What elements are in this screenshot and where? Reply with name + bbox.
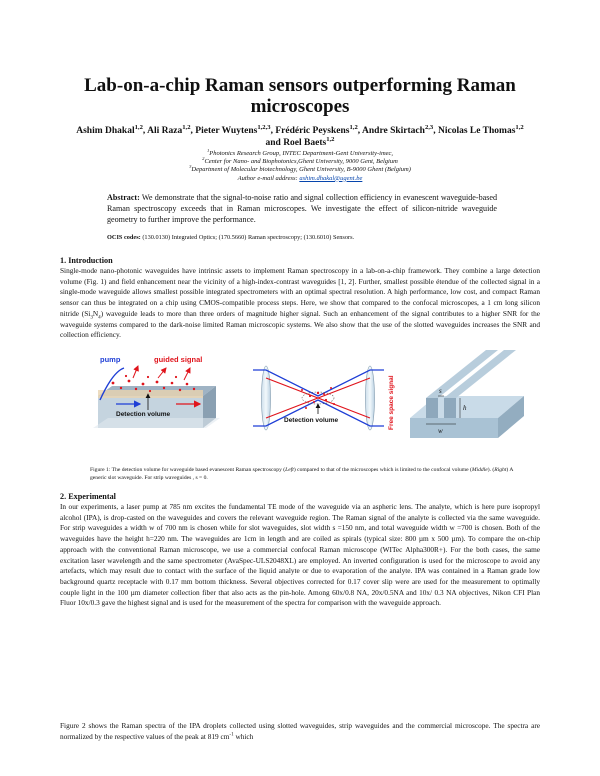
slot-width-label: s bbox=[439, 387, 442, 395]
author-affiliation-mark: 1,2,3 bbox=[257, 123, 271, 131]
slot-waveguide-panel bbox=[410, 350, 524, 438]
waveguide-panel bbox=[93, 355, 220, 428]
height-label: h bbox=[463, 404, 467, 412]
email-link[interactable]: ashim.dhakal@ugent.be bbox=[299, 174, 363, 182]
affiliation-line: $^1$Photonics Research Group, INTEC Department-Gent University-imec, bbox=[206, 147, 394, 157]
abstract-text: We demonstrate that the signal-to-noise ratio and signal collection efficiency in evanescent waveguide-based Raman spectroscopy exceeds that in Raman microscopes. We investigate the effect of silicon-nitride waveguide geometry to further improve the performance. bbox=[107, 193, 497, 224]
ocis-text: (130.0130) Integrated Optics; (170.5660) Raman spectroscopy; (130.6010) Sensors. bbox=[140, 234, 355, 241]
affiliation-line: $^3$Department of Molecular biotechnology, Ghent University, B-9000 Ghent (Belgium) bbox=[189, 164, 411, 174]
author-affiliation-mark: 1,2 bbox=[326, 135, 335, 143]
ocis-label: OCIS codes: bbox=[107, 234, 141, 241]
abstract-label: Abstract: bbox=[107, 193, 140, 202]
affiliation-line: $^2$Center for Nano- and Biophotonics,Ghent University, 9000 Gent, Belgium bbox=[202, 156, 398, 166]
affiliations bbox=[70, 147, 530, 183]
detection-volume-label-middle: Detection volume bbox=[284, 417, 339, 424]
guided-signal-label: guided signal bbox=[154, 355, 203, 364]
pump-label: pump bbox=[100, 355, 121, 364]
author-affiliation-mark: 1,2 bbox=[134, 123, 143, 131]
email-line bbox=[70, 175, 530, 183]
author-affiliation-mark: 1,2 bbox=[349, 123, 358, 131]
width-label: w bbox=[438, 427, 443, 435]
author-name: Ali Raza bbox=[147, 126, 183, 136]
author-name: Roel Baets bbox=[283, 138, 327, 148]
author-list: Ashim Dhakal$^{1,2}$, Ali Raza$^{1,2}$, Pieter Wuytens$^{1,2,3}$, Frédéric Peyskens$^{1,2}$, Andre Skirtach$^{2,3}$, Nicolas Le Thomas$^{1,2}$ and Roel Baets$^{1,2}$ bbox=[76, 123, 524, 148]
free-space-signal-label: Free space signal bbox=[388, 375, 395, 430]
author-name: Andre Skirtach bbox=[362, 126, 425, 136]
author-name: Nicolas Le Thomas bbox=[438, 126, 516, 136]
section-heading-experimental: 2. Experimental bbox=[60, 492, 116, 501]
abstract bbox=[107, 192, 497, 225]
section-heading-introduction: 1. Introduction bbox=[60, 256, 113, 265]
experimental-paragraph-1: In our experiments, a laser pump at 785 nm excites the fundamental TE mode of the waveguide via an aspheric lens. The analyte, which is here pure isopropyl alcohol (IPA), is drop-casted on the waveguides and covers the relevant waveguide region. The Raman signal of the analyte is collected via the same waveguide. For strip waveguides a width w of 700 nm is chosen while for slot waveguides, slot width s =150 nm, and total waveguide width w =700 is chosen. Both of the waveguides have the height h=220 nm. The waveguides are 1cm in length and are coiled as spirals (typical size: 800 µm x 500 µm). To compare the on-chip approach with the conventional Raman microscope, we use a commercial confocal Raman microscope (WITec Alpha300R+). For the both cases, the same excitation laser wavelength and the same spectrometer (AvaSpec-ULS2048XL) are employed. An inverted configuration is used for the microscope to avoid any artefacts, which may result due to contact with the surface of the liquid analyte or due to evaporation of the analyte. IPA was contained in a Raman grade low background quartz receptacle with 0.17 mm bottom thickness. Several objectives corrected for 0.17 cover slip were are used for the measurement to optimally couple light in the 100 µm diameter collection fiber that also acts as the pin-hole. Among 60x/0.8 NA, 20x/0.5NA and 10x/ 0.3 NA objectives, Nikon CFI Plan Fluor 10x/0.3 gave the highest signal and is used for the measurement of the spectra for comparison with the waveguide approach. bbox=[60, 502, 540, 608]
figure-1 bbox=[88, 348, 528, 456]
ocis-codes bbox=[107, 233, 497, 242]
author-affiliation-mark: 2,3 bbox=[424, 123, 434, 131]
paper-title: Lab-on-a-chip Raman sensors outperforming Raman microscopes bbox=[84, 75, 516, 117]
introduction-paragraph: Single-mode nano-photonic waveguides have intrinsic assets to implement Raman spectroscopy in a lab-on-a-chip framework. They combine a large detection volume (Fig. 1) and field enhancement near the vicinity of a high-index-contrast waveguides [1, 2]. Further, smallest possible étendue of the collected signal in a single-mode waveguide allows smallest possible integrated spectrometers with an optimal spectral resolution. A high performance, low cost, and compact Raman sensor can thus be integrated on a chip using CMOS-compatible process steps. Here, we show that compared to the confocal microscopes, a 1 cm long silicon nitride $(Si_3N_4)$ waveguide leads to more than three orders of magnitude higher signal. Such an enhancement of the signal contributes to a higher SNR for the waveguide systems compared to the dark-noise limited Raman microscopic systems. We also show that the use of the slotted waveguides increases the SNR and collection efficiency. bbox=[60, 266, 540, 340]
experimental-paragraph-2: Figure 2 shows the Raman spectra of the IPA droplets collected using slotted waveguides, strip waveguides and the commercial microscope. The spectra are normalized by the respective values of the peak at 819 $cm^{-1}$ which bbox=[60, 721, 540, 741]
author-affiliation-mark: 1,2 bbox=[182, 123, 191, 131]
author-name: Pieter Wuytens bbox=[195, 126, 258, 136]
microscope-panel bbox=[253, 366, 395, 430]
figure-1-caption: Figure 1: The detection volume for waveguide based evanescent Raman spectroscopy (Left) compared to that of the microscopes which is limited to the confocal volume (Middle). (Right) A generic slot waveguide. For strip waveguides , s = 0. bbox=[90, 467, 514, 481]
author-name: Frédéric Peyskens bbox=[275, 126, 350, 136]
author-name: Ashim Dhakal bbox=[76, 126, 135, 136]
detection-volume-label-left: Detection volume bbox=[116, 411, 171, 418]
email-label: Author e-mail address: bbox=[237, 174, 300, 182]
author-affiliation-mark: 1,2 bbox=[515, 123, 524, 131]
